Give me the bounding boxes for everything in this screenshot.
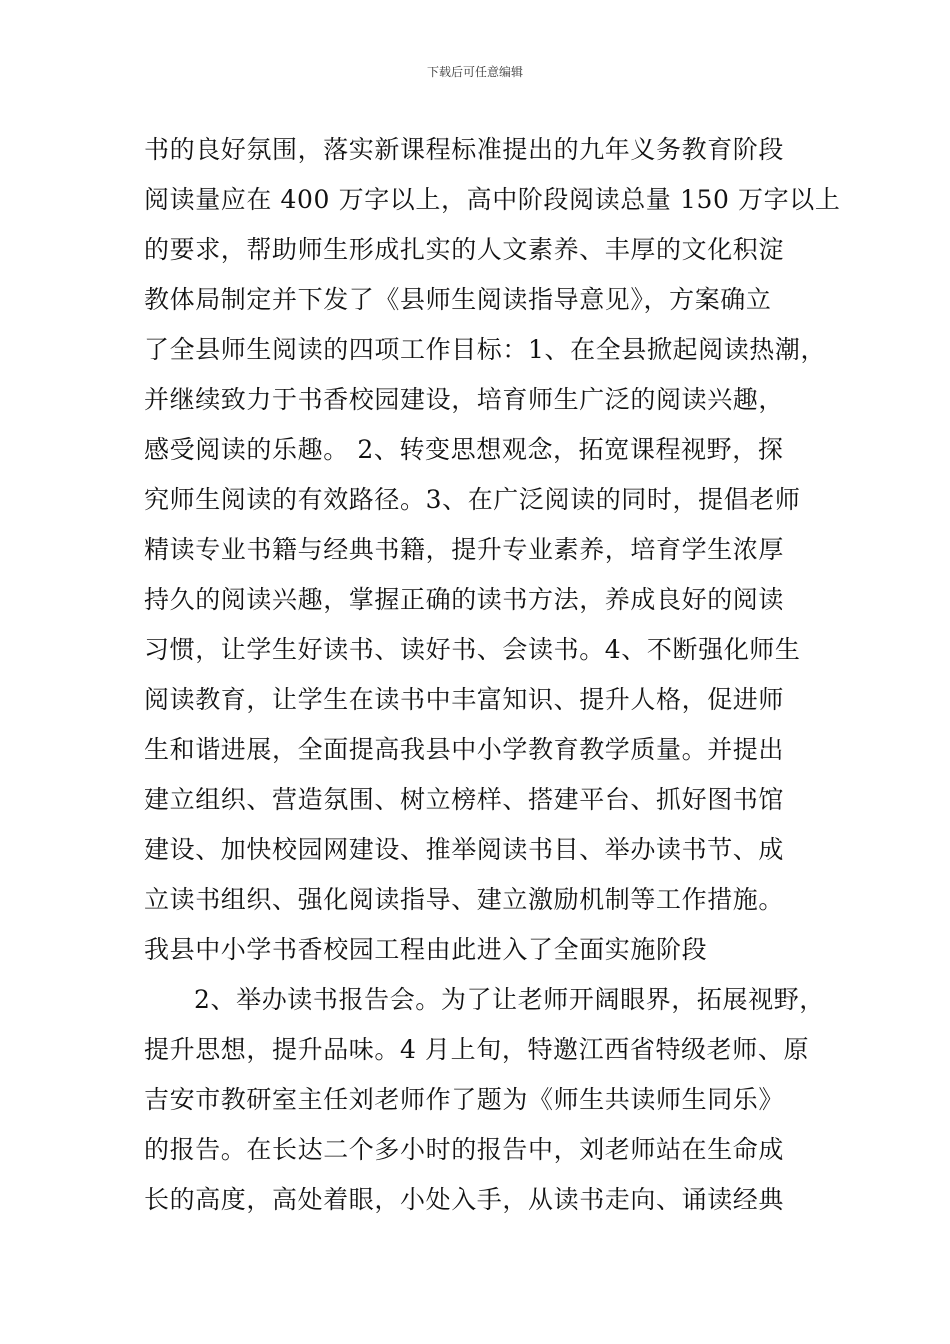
text-line: 究师生阅读的有效路径。3、在广泛阅读的同时，提倡老师 bbox=[144, 485, 801, 514]
text-line: 的要求，帮助师生形成扎实的人文素养、丰厚的文化积淀 bbox=[144, 235, 785, 264]
text-line: 了全县师生阅读的四项工作目标：1、在全县掀起阅读热潮， bbox=[144, 335, 827, 364]
text-line: 教体局制定并下发了《县师生阅读指导意见》，方案确立 bbox=[144, 285, 772, 314]
text-line: 并继续致力于书香校园建设，培育师生广泛的阅读兴趣， bbox=[144, 385, 785, 414]
text-line: 持久的阅读兴趣，掌握正确的读书方法，养成良好的阅读 bbox=[144, 585, 785, 614]
text-line: 吉安市教研室主任刘老师作了题为《师生共读师生同乐》 bbox=[144, 1085, 785, 1114]
text-line: 立读书组织、强化阅读指导、建立激励机制等工作措施。 bbox=[144, 885, 785, 914]
text-line: 建设、加快校园网建设、推举阅读书目、举办读书节、成 bbox=[144, 835, 785, 864]
text-line: 建立组织、营造氛围、树立榜样、搭建平台、抓好图书馆 bbox=[144, 785, 785, 814]
text-line: 阅读量应在 400 万字以上，高中阶段阅读总量 150 万字以上 bbox=[144, 185, 841, 214]
text-line: 习惯，让学生好读书、读好书、会读书。4、不断强化师生 bbox=[144, 635, 801, 664]
page-header-note: 下载后可任意编辑 bbox=[426, 65, 523, 79]
text-line: 精读专业书籍与经典书籍，提升专业素养，培育学生浓厚 bbox=[144, 535, 785, 564]
paragraph-start-line: 2、举办读书报告会。为了让老师开阔眼界，拓展视野， bbox=[194, 985, 825, 1014]
text-line: 的报告。在长达二个多小时的报告中，刘老师站在生命成 bbox=[144, 1135, 785, 1164]
text-line: 提升思想，提升品味。4 月上旬，特邀江西省特级老师、原 bbox=[144, 1035, 810, 1064]
text-line: 长的高度，高处着眼，小处入手，从读书走向、诵读经典 bbox=[144, 1185, 785, 1214]
text-line: 阅读教育，让学生在读书中丰富知识、提升人格，促进师 bbox=[144, 685, 785, 714]
text-line: 生和谐进展，全面提高我县中小学教育教学质量。并提出 bbox=[144, 735, 785, 764]
document-body bbox=[144, 125, 841, 1225]
text-line: 感受阅读的乐趣。 2、转变思想观念，拓宽课程视野，探 bbox=[144, 435, 784, 464]
text-line: 书的良好氛围，落实新课程标准提出的九年义务教育阶段 bbox=[144, 135, 785, 164]
text-line: 我县中小学书香校园工程由此进入了全面实施阶段 bbox=[144, 935, 708, 964]
